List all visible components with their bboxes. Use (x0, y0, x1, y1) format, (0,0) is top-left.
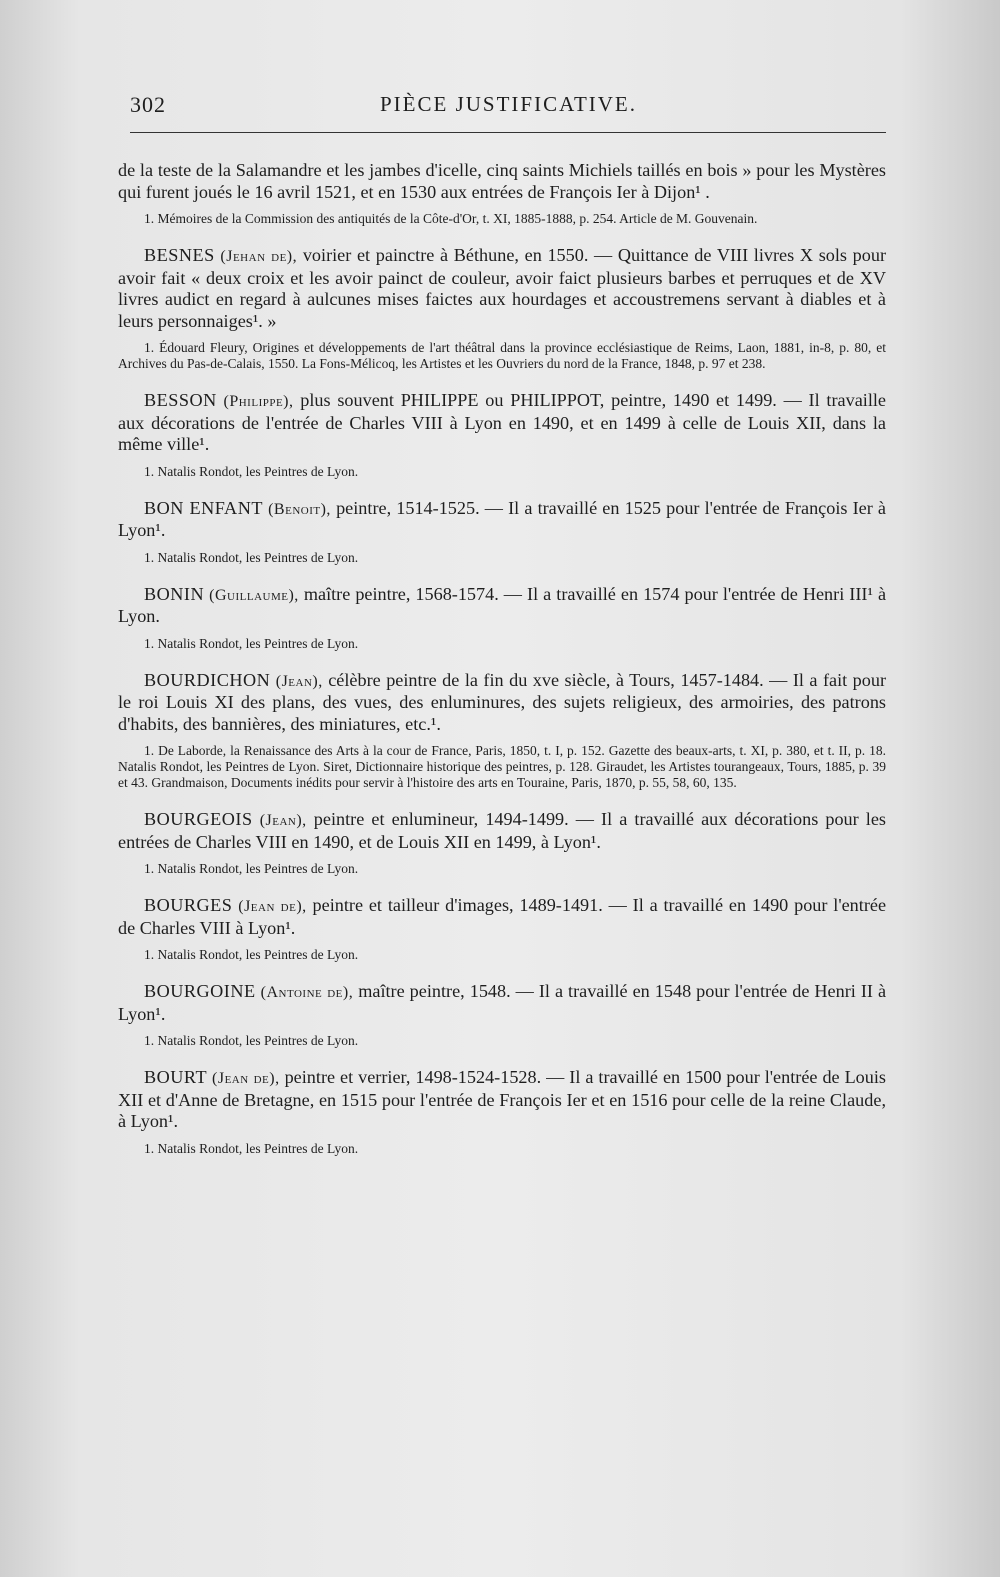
header-rule (130, 132, 886, 133)
footnote: 1. Mémoires de la Commission des antiquités de la Côte-d'Or, t. XI, 1885-1888, p. 254. Article de M. Gouvenain. (144, 211, 758, 226)
entry-bourgoine (118, 981, 886, 1049)
entry-name: BONIN (144, 583, 205, 604)
footnote: 1. Natalis Rondot, les Peintres de Lyon. (144, 861, 359, 876)
entry-given-name: (Guillaume), (209, 586, 299, 604)
entry-given-name: (Philippe), (223, 393, 294, 410)
entry-text: voirier et painctre à Béthune, en 1550. — Quittance de VIII livres X sols pour avoir fait « deux croix et les avoir painct de couleur, avoir faict plusieurs barbes et perruques et de XV livres audict en regard à aulcunes mises faictes aux hourdages et accoustremens servant à diables et à leurs personnaiges¹. » (118, 245, 887, 331)
footnote: 1. Natalis Rondot, les Peintres de Lyon. (144, 635, 359, 651)
entry-given-name: (Jean de), (238, 898, 307, 915)
entry-name: BOURGOINE (144, 981, 256, 1001)
entry-bourges (118, 895, 886, 963)
entry-text: maître peintre, 1548. — Il a travaillé en 1548 pour l'entrée de Henri II à Lyon¹. (118, 981, 887, 1024)
continuation-text: de la teste de la Salamandre et les jambes d'icelle, cinq saints Michiels taillés en bois » pour les Mystères qui furent joués le 16 avril 1521, et en 1530 aux entrées de François Ier à Dijon¹ . (118, 160, 886, 202)
entry-given-name: (Benoit), (268, 500, 331, 518)
entry-text: célèbre peintre de la fin du xve siècle, à Tours, 1457-1484. — Il a fait pour le roi Louis XI des plans, des vues, des enluminures, des sujets religieux, des armoiries, des patrons d'habits, des bannières, des miniatures, etc.¹. (118, 669, 887, 734)
footnote: 1. Natalis Rondot, les Peintres de Lyon. (144, 1140, 359, 1156)
entry-name: BOURT (144, 1067, 208, 1087)
footnote: 1. Édouard Fleury, Origines et développements de l'art théâtral dans la province ecclésiastique de Reims, Laon, 1881, in-8, p. 80, et Archives du Pas-de-Calais, 1550. La Fons-Mélicoq, les Artistes et les Ouvriers du nord de la France, 1848, p. 97 et 238. (118, 340, 886, 371)
entry-given-name: (Jean), (275, 672, 323, 690)
entry-besnes (118, 245, 886, 372)
continuation-entry (118, 160, 886, 227)
entry-name: BESNES (144, 245, 215, 265)
entry-given-name: (Jehan de), (220, 248, 298, 265)
entry-bourgeois (118, 809, 886, 877)
entry-given-name: (Jean de), (212, 1070, 280, 1087)
footnote: 1. Natalis Rondot, les Peintres de Lyon. (144, 947, 359, 962)
footnote: 1. Natalis Rondot, les Peintres de Lyon. (144, 463, 359, 479)
entry-given-name: (Antoine de), (260, 984, 354, 1001)
page-number: 302 (130, 92, 166, 117)
page-header (130, 92, 886, 124)
entry-bourt (118, 1067, 886, 1157)
entry-text: peintre et tailleur d'images, 1489-1491. — Il a travaillé en 1490 pour l'entrée de Charles VIII à Lyon¹. (118, 895, 887, 938)
entry-bon-enfant (118, 498, 886, 566)
entry-text: plus souvent PHILIPPE ou PHILIPPOT, peintre, 1490 et 1499. — Il travaille aux décorations de l'entrée de Charles VIII à Lyon en 1490, et en 1499 à celle de Louis XII, dans la même ville¹. (118, 390, 887, 454)
page-body (118, 160, 886, 1175)
footnote: 1. Natalis Rondot, les Peintres de Lyon. (144, 549, 359, 565)
entry-text: maître peintre, 1568-1574. — Il a travaillé en 1574 pour l'entrée de Henri III¹ à Lyon. (118, 583, 887, 626)
running-title: PIÈCE JUSTIFICATIVE. (380, 92, 638, 116)
entry-bonin (118, 584, 886, 652)
entry-given-name: (Jean), (259, 812, 307, 829)
footnote: 1. Natalis Rondot, les Peintres de Lyon. (144, 1033, 359, 1048)
entry-name: BON ENFANT (144, 497, 263, 518)
entry-text: peintre, 1514-1525. — Il a travaillé en 1525 pour l'entrée de François Ier à Lyon¹. (118, 497, 887, 540)
entry-name: BOURGES (144, 895, 233, 915)
entry-name: BOURDICHON (144, 669, 271, 690)
entry-text: peintre et verrier, 1498-1524-1528. — Il a travaillé en 1500 pour l'entrée de Louis XII et d'Anne de Bretagne, en 1515 pour l'entrée de François Ier et en 1516 pour celle de la reine Claude, à Lyon¹. (118, 1067, 887, 1131)
footnote: 1. De Laborde, la Renaissance des Arts à la cour de France, Paris, 1850, t. I, p. 152. Gazette des beaux-arts, t. XI, p. 380, et t. II, p. 18. Natalis Rondot, les Peintres de Lyon. Siret, Dictionnaire historique des peintres, p. 128. Giraudet, les Artistes tourangeaux, Tours, 1885, p. 39 et 43. Grandmaison, Documents inédits pour servir à l'histoire des arts en Touraine, Paris, 1870, p. 55, 58, 60, 135. (118, 743, 886, 790)
entry-name: BESSON (144, 390, 217, 410)
entry-besson (118, 390, 886, 480)
entry-text: peintre et enlumineur, 1494-1499. — Il a travaillé aux décorations pour les entrées de Charles VIII en 1490, et de Louis XII en 1499, à Lyon¹. (118, 809, 886, 852)
entry-name: BOURGEOIS (144, 809, 253, 829)
entry-bourdichon (118, 670, 886, 792)
